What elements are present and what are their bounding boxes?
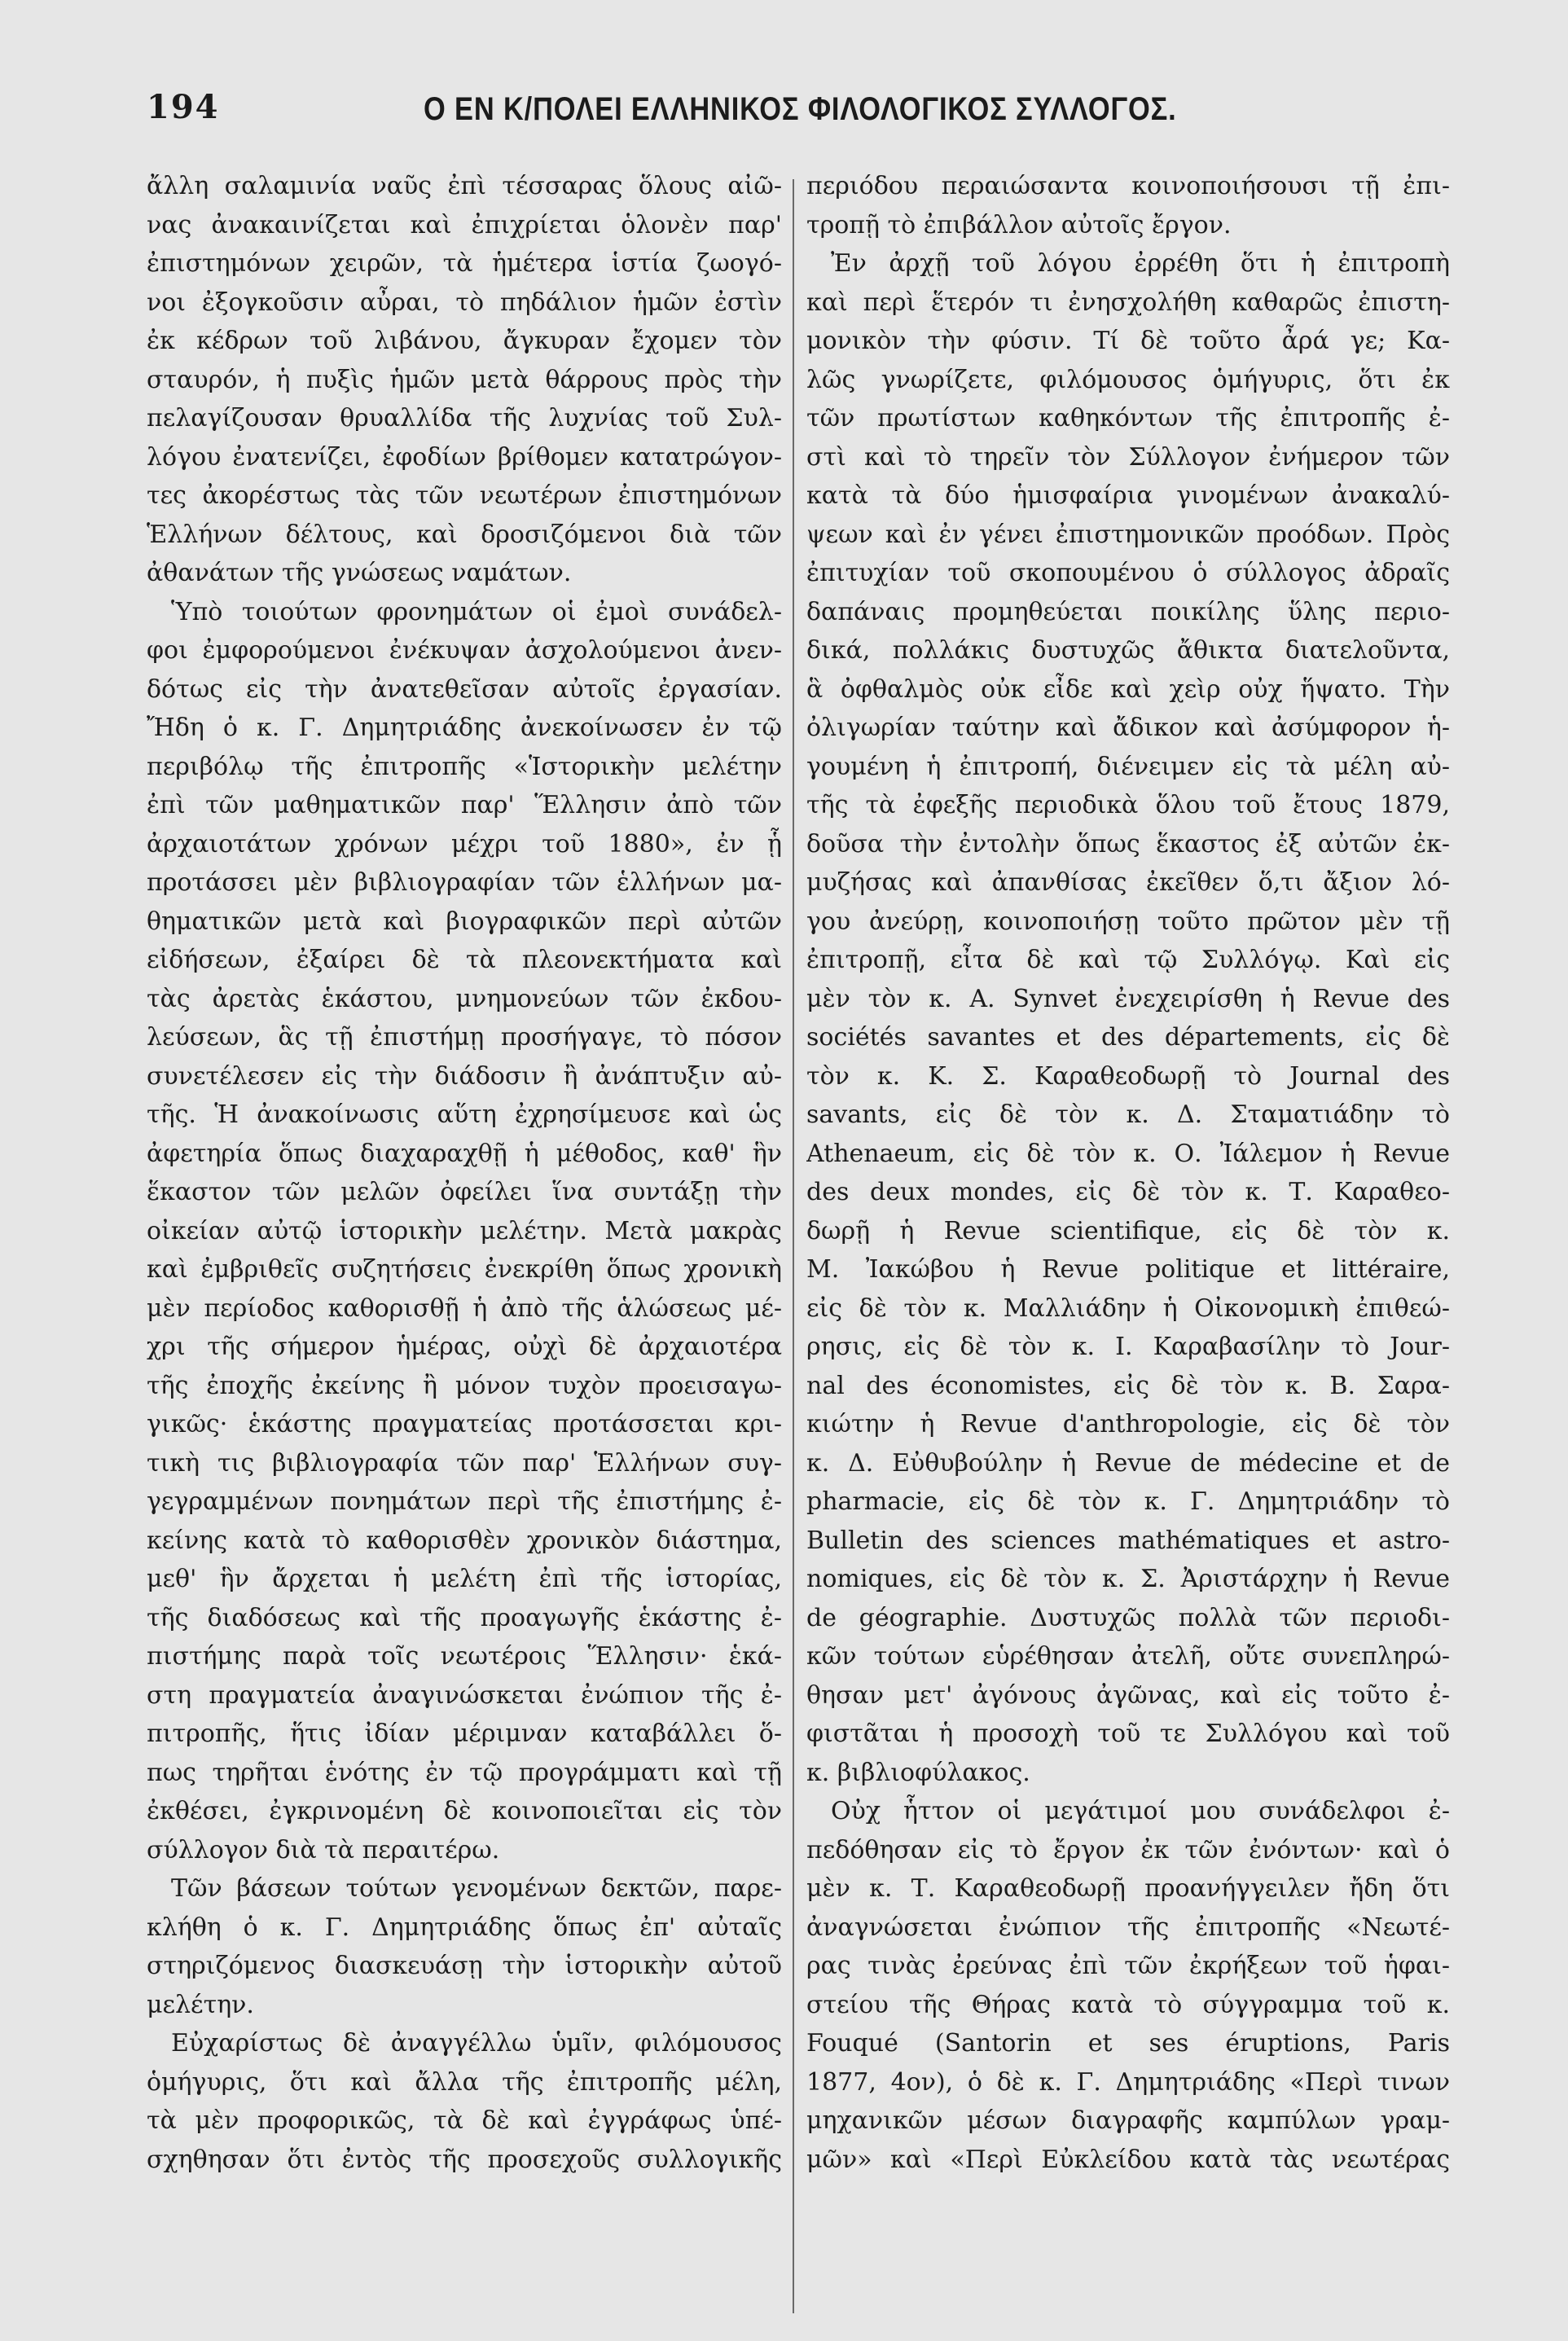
text-line: στη πραγματεία ἀναγινώσκεται ἐνώπιον τῆς ἐ- bbox=[147, 1680, 782, 1710]
text-line: καὶ ἐμβριθεῖς συζητήσεις ἐνεκρίθη ὅπως χρονικὴ bbox=[147, 1255, 782, 1284]
text-line: καὶ περὶ ἕτερόν τι ἐνησχολήθη καθαρῶς ἐπιστη- bbox=[806, 288, 1450, 317]
text-line: δικά, πολλάκις δυστυχῶς ἄθικτα διατελοῦντα, bbox=[806, 636, 1450, 665]
text-line: ψεων καὶ ἐν γένει ἐπιστημονικῶν προόδων. Πρὸς bbox=[806, 520, 1450, 549]
text-line: πως τηρῆται ἑνότης ἐν τῷ προγράμματι καὶ τῇ bbox=[147, 1758, 782, 1787]
text-line: γουμένη ἡ ἐπιτροπή, διένειμεν εἰς τὰ μέλη αὐ- bbox=[806, 752, 1450, 781]
text-line: κείνης κατὰ τὸ καθορισθὲν χρονικὸν διάστημα, bbox=[147, 1526, 782, 1555]
text-line: Μ. Ἰακώβου ἡ Revue politique et littéraire, bbox=[806, 1255, 1450, 1284]
column-divider bbox=[793, 179, 794, 2313]
text-line: λόγου ἐνατενίζει, ἐφοδίων βρίθομεν κατατρώγον- bbox=[147, 442, 782, 472]
text-line: γου ἀνεύρῃ, κοινοποιήσῃ τοῦτο πρῶτον μὲν τῇ bbox=[806, 907, 1450, 936]
text-line: περιόδου περαιώσαντα κοινοποιήσουσι τῇ ἐπι- bbox=[806, 172, 1450, 200]
text-line: κατὰ τὰ δύο ἡμισφαίρια γινομένων ἀνακαλύ- bbox=[806, 481, 1450, 510]
text-line: τὰ μὲν προφορικῶς, τὰ δὲ καὶ ἐγγράφως ὑπέ- bbox=[147, 2106, 782, 2135]
text-line: πεδόθησαν εἰς τὸ ἔργον ἐκ τῶν ἐνόντων· καὶ ὁ bbox=[806, 1835, 1450, 1864]
text-line: οἰκείαν αὐτῷ ἱστορικὴν μελέτην. Μετὰ μακρὰς bbox=[147, 1216, 782, 1245]
text-line: συνετέλεσεν εἰς τὴν διάδοσιν ἢ ἀνάπτυξιν αὐ- bbox=[147, 1061, 782, 1091]
text-line: σχηθησαν ὅτι ἐντὸς τῆς προσεχοῦς συλλογικῆς bbox=[147, 2145, 782, 2174]
text-line: τὸν κ. Κ. Σ. Καραθεοδωρῇ τὸ Journal des bbox=[806, 1061, 1450, 1091]
text-line: ἀρχαιοτάτων χρόνων μέχρι τοῦ 1880», ἐν ᾗ bbox=[147, 829, 782, 859]
text-line: σταυρόν, ἡ πυξὶς ἡμῶν μετὰ θάρρους πρὸς τὴν bbox=[147, 365, 782, 394]
page-header bbox=[147, 88, 1230, 137]
text-line: φιστᾶται ἡ προσοχὴ τοῦ τε Συλλόγου καὶ τοῦ bbox=[806, 1720, 1450, 1748]
text-line: στηριζόμενος διασκευάσῃ τὴν ἱστορικὴν αὐτοῦ bbox=[147, 1952, 782, 1980]
text-line: Ἤδη ὁ κ. Γ. Δημητριάδης ἀνεκοίνωσεν ἐν τῷ bbox=[147, 714, 782, 742]
text-line: ἀναγνώσεται ἐνώπιον τῆς ἐπιτροπῆς «Νεωτέ- bbox=[806, 1913, 1450, 1942]
text-line: φοι ἐμφορούμενοι ἐνέκυψαν ἀσχολούμενοι ἀνεν- bbox=[147, 636, 782, 665]
text-line: τὰς ἀρετὰς ἑκάστου, μνημονεύων τῶν ἐκδου- bbox=[147, 984, 782, 1013]
text-line: τῆς διαδόσεως καὶ τῆς προαγωγῆς ἑκάστης ἐ- bbox=[147, 1603, 782, 1632]
text-line: μὲν κ. Τ. Καραθεοδωρῇ προανήγγειλεν ἤδη ὅτι bbox=[806, 1874, 1450, 1903]
text-line: δοῦσα τὴν ἐντολὴν ὅπως ἕκαστος ἐξ αὐτῶν ἐκ- bbox=[806, 829, 1450, 859]
text-line: Fouqué (Santorin et ses éruptions, Paris bbox=[806, 2029, 1450, 2058]
text-line: θηματικῶν μετὰ καὶ βιογραφικῶν περὶ αὐτῶν bbox=[147, 907, 782, 936]
text-line: γικῶς· ἑκάστης πραγματείας προτάσσεται κρι- bbox=[147, 1410, 782, 1438]
text-line: ἐκθέσει, ἐγκρινομένη δὲ κοινοποιεῖται εἰς τὸν bbox=[147, 1797, 782, 1825]
text-line: σύλλογον διὰ τὰ περαιτέρω. bbox=[147, 1835, 500, 1864]
text-line: κλήθη ὁ κ. Γ. Δημητριάδης ὅπως ἐπ' αὐταῖς bbox=[147, 1913, 782, 1942]
text-line: μελέτην. bbox=[147, 1990, 254, 2019]
text-line: Bulletin des sciences mathématiques et astro- bbox=[806, 1526, 1450, 1555]
text-line: μεθ' ἣν ἄρχεται ἡ μελέτη ἐπὶ τῆς ἱστορίας, bbox=[147, 1565, 782, 1593]
text-line: ἀφετηρία ὅπως διαχαραχθῇ ἡ μέθοδος, καθ' ἣν bbox=[147, 1139, 782, 1168]
page-number: 194 bbox=[147, 88, 220, 126]
text-line: μυζήσας καὶ ἀπανθίσας ἐκεῖθεν ὅ,τι ἄξιον λό- bbox=[806, 868, 1450, 897]
text-line: μὲν περίοδος καθορισθῇ ἡ ἀπὸ τῆς ἁλώσεως μέ- bbox=[147, 1293, 782, 1323]
text-line: κ. βιβλιοφύλακος. bbox=[806, 1758, 1030, 1787]
text-line: Εὐχαρίστως δὲ ἀναγγέλλω ὑμῖν, φιλόμουσος bbox=[171, 2029, 782, 2058]
text-line: πελαγίζουσαν θρυαλλίδα τῆς λυχνίας τοῦ Συλ- bbox=[147, 404, 782, 433]
text-line: nal des économistes, εἰς δὲ τὸν κ. Β. Σαρα- bbox=[806, 1371, 1450, 1400]
text-line: τῶν πρωτίστων καθηκόντων τῆς ἐπιτροπῆς ἐ- bbox=[806, 404, 1450, 433]
text-line: κῶν τούτων εὑρέθησαν ἀτελῆ, οὔτε συνεπληρώ- bbox=[806, 1642, 1450, 1671]
text-line: εἰδήσεων, ἐξαίρει δὲ τὰ πλεονεκτήματα καὶ bbox=[147, 946, 782, 974]
text-line: des deux mondes, εἰς δὲ τὸν κ. Τ. Καραθεο- bbox=[806, 1178, 1450, 1206]
text-line: χρι τῆς σήμερον ἡμέρας, οὐχὶ δὲ ἀρχαιοτέρα bbox=[147, 1333, 782, 1361]
text-line: μῶν» καὶ «Περὶ Εὐκλείδου κατὰ τὰς νεωτέρας bbox=[806, 2145, 1450, 2174]
text-line: ρησις, εἰς δὲ τὸν κ. Ι. Καραβασίλην τὸ Jour- bbox=[806, 1333, 1450, 1361]
text-line: ἐπιτροπῇ, εἶτα δὲ καὶ τῷ Συλλόγῳ. Καὶ εἰς bbox=[806, 946, 1450, 974]
left-text-column bbox=[147, 167, 782, 2309]
text-line: nomiques, εἰς δὲ τὸν κ. Σ. Ἀριστάρχην ἡ Revue bbox=[806, 1565, 1450, 1593]
text-line: pharmacie, εἰς δὲ τὸν κ. Γ. Δημητριάδην τὸ bbox=[806, 1487, 1450, 1516]
text-line: τες ἀκορέστως τὰς τῶν νεωτέρων ἐπιστημόνων bbox=[147, 481, 782, 510]
text-line: προτάσσει μὲν βιβλιογραφίαν τῶν ἑλλήνων μα- bbox=[147, 868, 782, 897]
text-line: 1877, 4ον), ὁ δὲ κ. Γ. Δημητριάδης «Περὶ τινων bbox=[806, 2067, 1450, 2097]
text-line: savants, εἰς δὲ τὸν κ. Δ. Σταματιάδην τὸ bbox=[806, 1100, 1450, 1129]
text-line: εἰς δὲ τὸν κ. Μαλλιάδην ἡ Οἰκονομικὴ ἐπιθεώ- bbox=[806, 1293, 1450, 1323]
text-line: στὶ καὶ τὸ τηρεῖν τὸν Σύλλογον ἐνήμερον τῶν bbox=[806, 442, 1450, 472]
text-line: πιστήμης παρὰ τοῖς νεωτέροις Ἕλλησιν· ἑκά- bbox=[147, 1642, 782, 1671]
text-line: τῆς. Ἡ ἀνακοίνωσις αὕτη ἐχρησίμευσε καὶ ὡς bbox=[147, 1100, 782, 1129]
text-line: στείου τῆς Θήρας κατὰ τὸ σύγγραμμα τοῦ κ. bbox=[806, 1990, 1450, 2019]
text-line: de géographie. Δυστυχῶς πολλὰ τῶν περιοδι- bbox=[806, 1603, 1450, 1632]
text-line: sociétés savantes et des départements, εἰς δὲ bbox=[806, 1023, 1450, 1052]
text-line: μηχανικῶν μέσων διαγραφῆς καμπύλων γραμ- bbox=[806, 2106, 1450, 2135]
text-line: δωρῇ ἡ Revue scientifique, εἰς δὲ τὸν κ. bbox=[806, 1216, 1450, 1245]
text-line: μὲν τὸν κ. A. Synvet ἐνεχειρίσθη ἡ Revue des bbox=[806, 984, 1450, 1013]
text-line: λεύσεων, ἃς τῇ ἐπιστήμῃ προσήγαγε, τὸ πόσον bbox=[147, 1023, 782, 1052]
text-line: ἐπὶ τῶν μαθηματικῶν παρ' Ἕλλησιν ἀπὸ τῶν bbox=[147, 791, 782, 819]
text-line: Τῶν βάσεων τούτων γενομένων δεκτῶν, παρε- bbox=[171, 1874, 782, 1903]
text-line: τῆς τὰ ἐφεξῆς περιοδικὰ ὅλου τοῦ ἔτους 1879, bbox=[806, 791, 1450, 819]
text-line: δαπάναις προμηθεύεται ποικίλης ὕλης περιο- bbox=[806, 597, 1450, 626]
text-line: ὁμήγυρις, ὅτι καὶ ἄλλα τῆς ἐπιτροπῆς μέλη, bbox=[147, 2067, 782, 2097]
running-title: Ο ΕΝ Κ/ΠΟΛΕΙ ΕΛΛΗΝΙΚΟΣ ΦΙΛΟΛΟΓΙΚΟΣ ΣΥΛΛΟΓΟΣ. bbox=[424, 91, 1177, 127]
text-line: νας ἀνακαινίζεται καὶ ἐπιχρίεται ὁλονὲν παρ' bbox=[147, 210, 782, 239]
text-line: μονικὸν τὴν φύσιν. Τί δὲ τοῦτο ἆρά γε; Κα- bbox=[806, 327, 1450, 355]
text-line: ἐκ κέδρων τοῦ λιβάνου, ἄγκυραν ἔχομεν τὸν bbox=[147, 327, 782, 355]
text-line: τροπῇ τὸ ἐπιβάλλον αὐτοῖς ἔργον. bbox=[806, 210, 1232, 239]
text-line: ἐπιτυχίαν τοῦ σκοπουμένου ὁ σύλλογος ἀδραῖς bbox=[806, 559, 1450, 587]
text-line: περιβόλῳ τῆς ἐπιτροπῆς «Ἱστορικὴν μελέτην bbox=[147, 752, 782, 781]
text-line: θησαν μετ' ἀγόνους ἀγῶνας, καὶ εἰς τοῦτο ἐ- bbox=[806, 1680, 1450, 1710]
text-line: γεγραμμένων πονημάτων περὶ τῆς ἐπιστήμης ἐ- bbox=[147, 1487, 782, 1516]
right-text-column bbox=[806, 167, 1450, 2309]
text-line: Ἑλλήνων δέλτους, καὶ δροσιζόμενοι διὰ τῶν bbox=[147, 520, 782, 549]
text-line: Athenaeum, εἰς δὲ τὸν κ. Ο. Ἰάλεμον ἡ Revue bbox=[806, 1139, 1450, 1168]
text-line: λῶς γνωρίζετε, φιλόμουσος ὁμήγυρις, ὅτι ἐκ bbox=[806, 365, 1450, 394]
text-line: κιώτην ἡ Revue d'anthropologie, εἰς δὲ τὸν bbox=[806, 1410, 1450, 1438]
text-line: ἃ ὀφθαλμὸς οὐκ εἶδε καὶ χεὶρ οὐχ ἥψατο. Τὴν bbox=[806, 674, 1450, 704]
text-line: ἄλλη σαλαμινία ναῦς ἐπὶ τέσσαρας ὅλους αἰῶ- bbox=[147, 172, 782, 200]
text-line: δότως εἰς τὴν ἀνατεθεῖσαν αὐτοῖς ἐργασίαν. bbox=[147, 674, 782, 704]
text-line: ρας τινὰς ἐρεύνας ἐπὶ τῶν ἐκρήξεων τοῦ ἡφαι- bbox=[806, 1952, 1450, 1980]
text-line: ἕκαστον τῶν μελῶν ὀφείλει ἵνα συντάξῃ τὴν bbox=[147, 1178, 782, 1206]
text-line: ὀλιγωρίαν ταύτην καὶ ἄδικον καὶ ἀσύμφορον ἡ- bbox=[806, 714, 1450, 742]
text-line: Ὑπὸ τοιούτων φρονημάτων οἱ ἐμοὶ συνάδελ- bbox=[171, 597, 782, 626]
text-line: τικὴ τις βιβλιογραφία τῶν παρ' Ἑλλήνων συγ- bbox=[147, 1448, 782, 1478]
text-line: ἀθανάτων τῆς γνώσεως ναμάτων. bbox=[147, 559, 572, 587]
text-line: ἐπιστημόνων χειρῶν, τὰ ἡμέτερα ἱστία ζωογό- bbox=[147, 249, 782, 278]
text-line: κ. Δ. Εὐθυβούλην ἡ Revue de médecine et de bbox=[806, 1448, 1450, 1478]
text-line: Ἐν ἀρχῇ τοῦ λόγου ἐρρέθη ὅτι ἡ ἐπιτροπὴ bbox=[831, 249, 1450, 278]
text-line: τῆς ἐποχῆς ἐκείνης ἢ μόνον τυχὸν προεισαγω- bbox=[147, 1371, 782, 1400]
text-line: Οὐχ ἧττον οἱ μεγάτιμοί μου συνάδελφοι ἐ- bbox=[831, 1797, 1450, 1825]
text-line: νοι ἐξογκοῦσιν αὖραι, τὸ πηδάλιον ἡμῶν ἐστὶν bbox=[147, 288, 782, 317]
text-line: πιτροπῆς, ἥτις ἰδίαν μέριμναν καταβάλλει ὅ- bbox=[147, 1720, 782, 1748]
